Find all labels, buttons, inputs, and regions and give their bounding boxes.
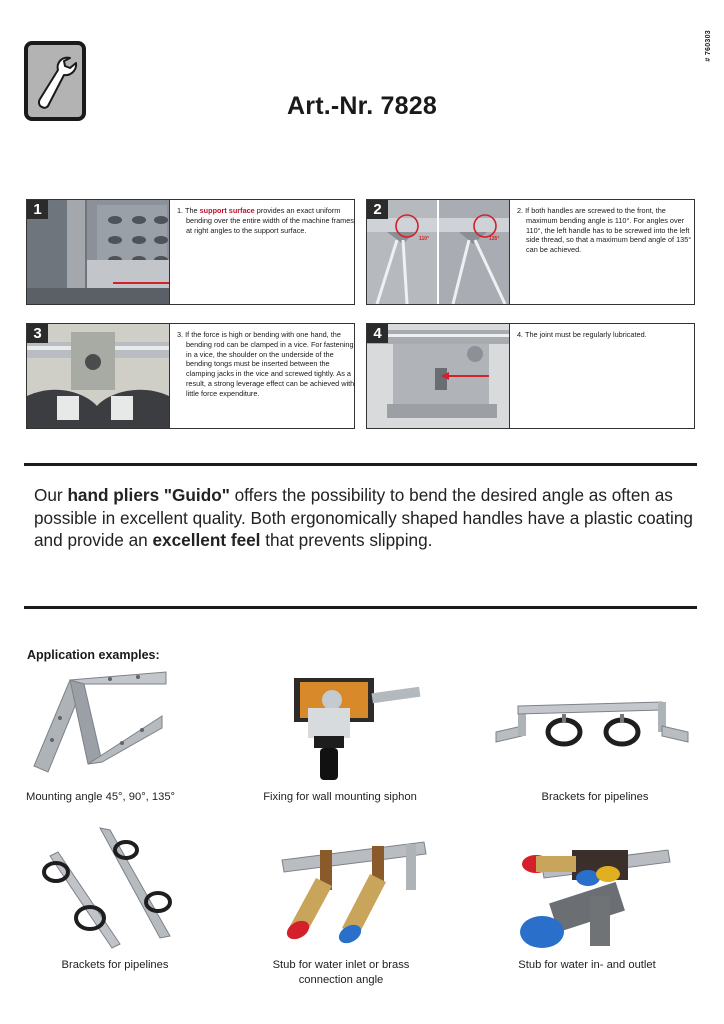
example-label-1: Mounting angle 45°, 90°, 135° bbox=[26, 791, 176, 803]
step-number: 1 bbox=[27, 200, 48, 219]
water-inlet-stub-image bbox=[280, 838, 430, 954]
example-label-3: Brackets for pipelines bbox=[541, 791, 649, 803]
example-label-2: Fixing for wall mounting siphon bbox=[263, 791, 417, 803]
example-label-5: Stub for water inlet or brass connection angle bbox=[272, 959, 410, 986]
product-name: hand pliers "Guido" bbox=[67, 485, 230, 505]
angle-label-110: 110° bbox=[419, 236, 430, 242]
step-4-text: 4. The joint must be regularly lubricated. bbox=[517, 330, 647, 339]
pipe-bracket-image bbox=[494, 696, 690, 756]
step-1-photo bbox=[27, 200, 170, 304]
feature-emphasis: excellent feel bbox=[152, 530, 261, 550]
water-in-outlet-stub-image bbox=[512, 838, 672, 954]
page-title: Art.-Nr. 7828 bbox=[287, 92, 437, 120]
document-number: # 760303 bbox=[705, 30, 712, 62]
example-label-4: Brackets for pipelines bbox=[61, 959, 169, 971]
step-number: 2 bbox=[367, 200, 388, 219]
step-number: 4 bbox=[367, 324, 388, 343]
step-card-4 bbox=[366, 323, 695, 429]
step-card-2 bbox=[366, 199, 695, 305]
siphon-image bbox=[288, 668, 424, 784]
highlight-term: support surface bbox=[199, 206, 255, 215]
step-1-text: 1. The support surface provides an exact uniform bending over the entire width of the machine frames at right angles to the support surface. bbox=[177, 206, 354, 235]
step-number: 3 bbox=[27, 324, 48, 343]
step-2-text: 2. If both handles are screwed to the front, the maximum bending angle is 110°. For angles over 110°, the left handle has to be screwed into the left side thread, so that a maximum bend angle of 135° can be achieved. bbox=[517, 206, 692, 255]
step-4-photo bbox=[367, 324, 510, 428]
pipe-bracket-diagonal-image bbox=[30, 826, 180, 950]
product-intro: Our hand pliers "Guido" offers the possibility to bend the desired angle as often as possible in excellent quality. Both ergonomically shaped handles have a plastic coating and provide an excellent feel that prevents slipping. bbox=[34, 485, 693, 550]
angle-label-135: 135° bbox=[489, 236, 500, 242]
step-2-photo bbox=[367, 200, 510, 304]
step-3-text: 3. If the force is high or bending with one hand, the bending rod can be clamped in a vice. For fastening in a vice, the shoulder on the underside of the bending tongs must be inserted between the clamping jacks in the vice and screwed tightly. As a result, a strong leverage effect can be achieved with little force expenditure. bbox=[177, 330, 355, 398]
mounting-angle-image bbox=[30, 668, 170, 776]
step-card-3 bbox=[26, 323, 355, 429]
divider-top bbox=[24, 463, 697, 466]
applications-heading: Application examples: bbox=[27, 648, 160, 662]
step-3-photo bbox=[27, 324, 170, 428]
example-label-6: Stub for water in- and outlet bbox=[518, 959, 656, 971]
divider-bottom bbox=[24, 606, 697, 609]
step-card-1 bbox=[26, 199, 355, 305]
